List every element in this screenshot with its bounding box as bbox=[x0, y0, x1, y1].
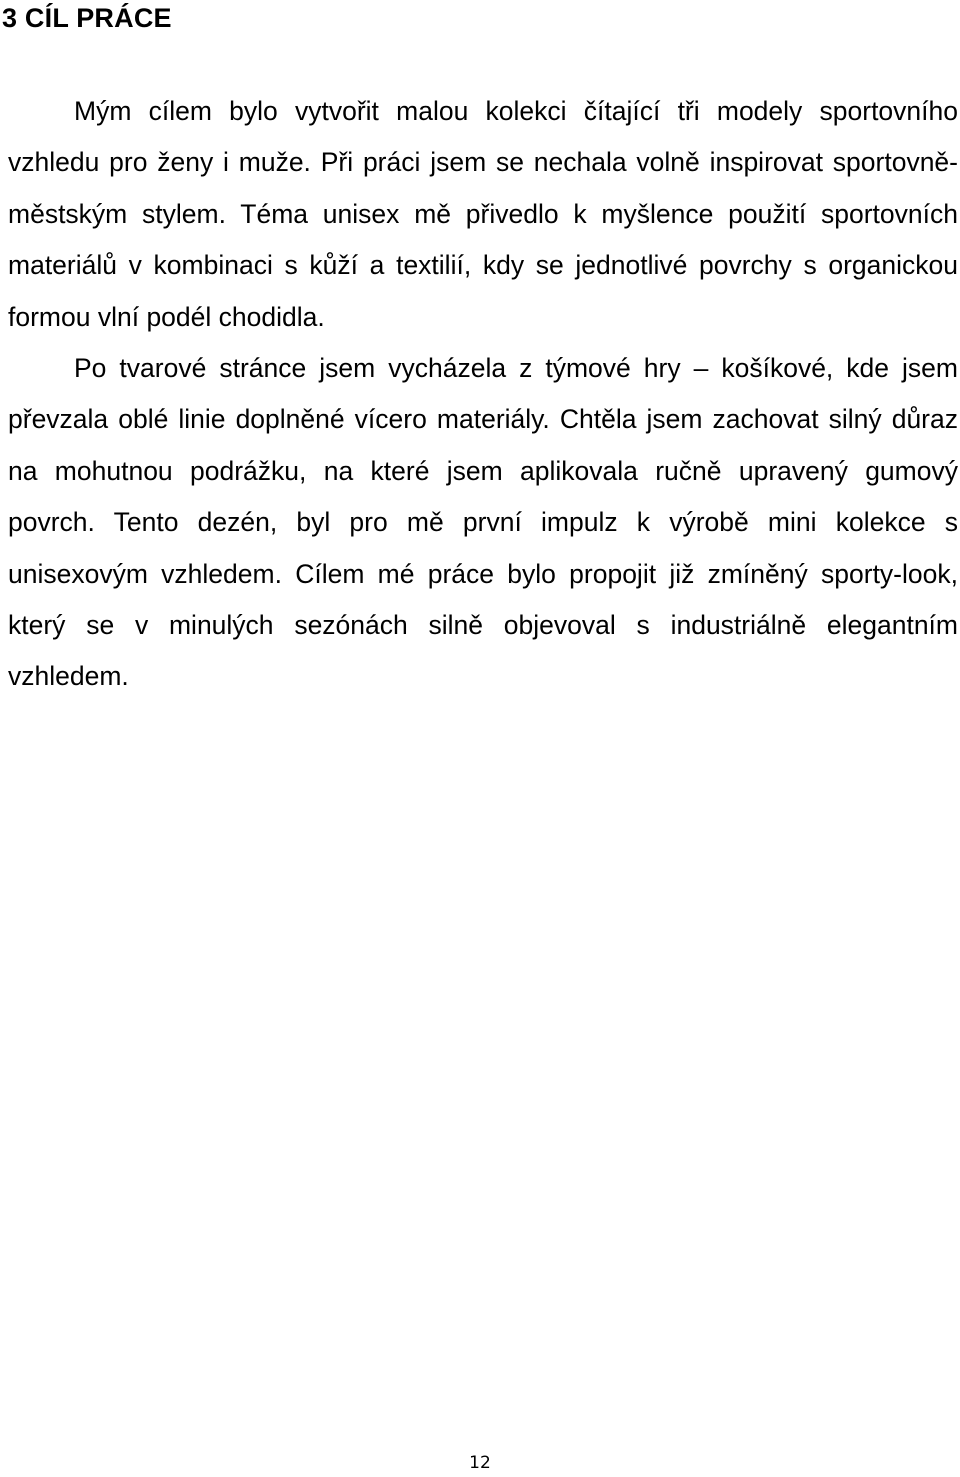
paragraph-form: Po tvarové stránce jsem vycházela z týmové hry – košíkové, kde jsem převzala oblé linie doplněné vícero materiály. Chtěla jsem zachovat silný důraz na mohutnou podrážku, na které jsem aplikovala ručně upravený gumový povrch. Tento dezén, byl pro mě první impulz k výrobě mini kolekce s unisexovým vzhledem. Cílem mé práce bylo propojit již zmíněný sporty-look, který se v minulých sezónách silně objevoval s industriálně elegantním vzhledem. bbox=[8, 353, 958, 692]
paragraph-goal: Mým cílem bylo vytvořit malou kolekci čítající tři modely sportovního vzhledu pro ženy i muže. Při práci jsem se nechala volně inspirovat sportovně-městským stylem. Téma unisex mě přivedlo k myšlence použití sportovních materiálů v kombinaci s kůží a textilií, kdy se jednotlivé povrchy s organickou formou vlní podél chodidla. bbox=[8, 96, 958, 332]
page-number: 12 bbox=[469, 1453, 491, 1473]
section-heading: 3 CÍL PRÁCE bbox=[2, 3, 172, 33]
body-text bbox=[8, 86, 958, 703]
